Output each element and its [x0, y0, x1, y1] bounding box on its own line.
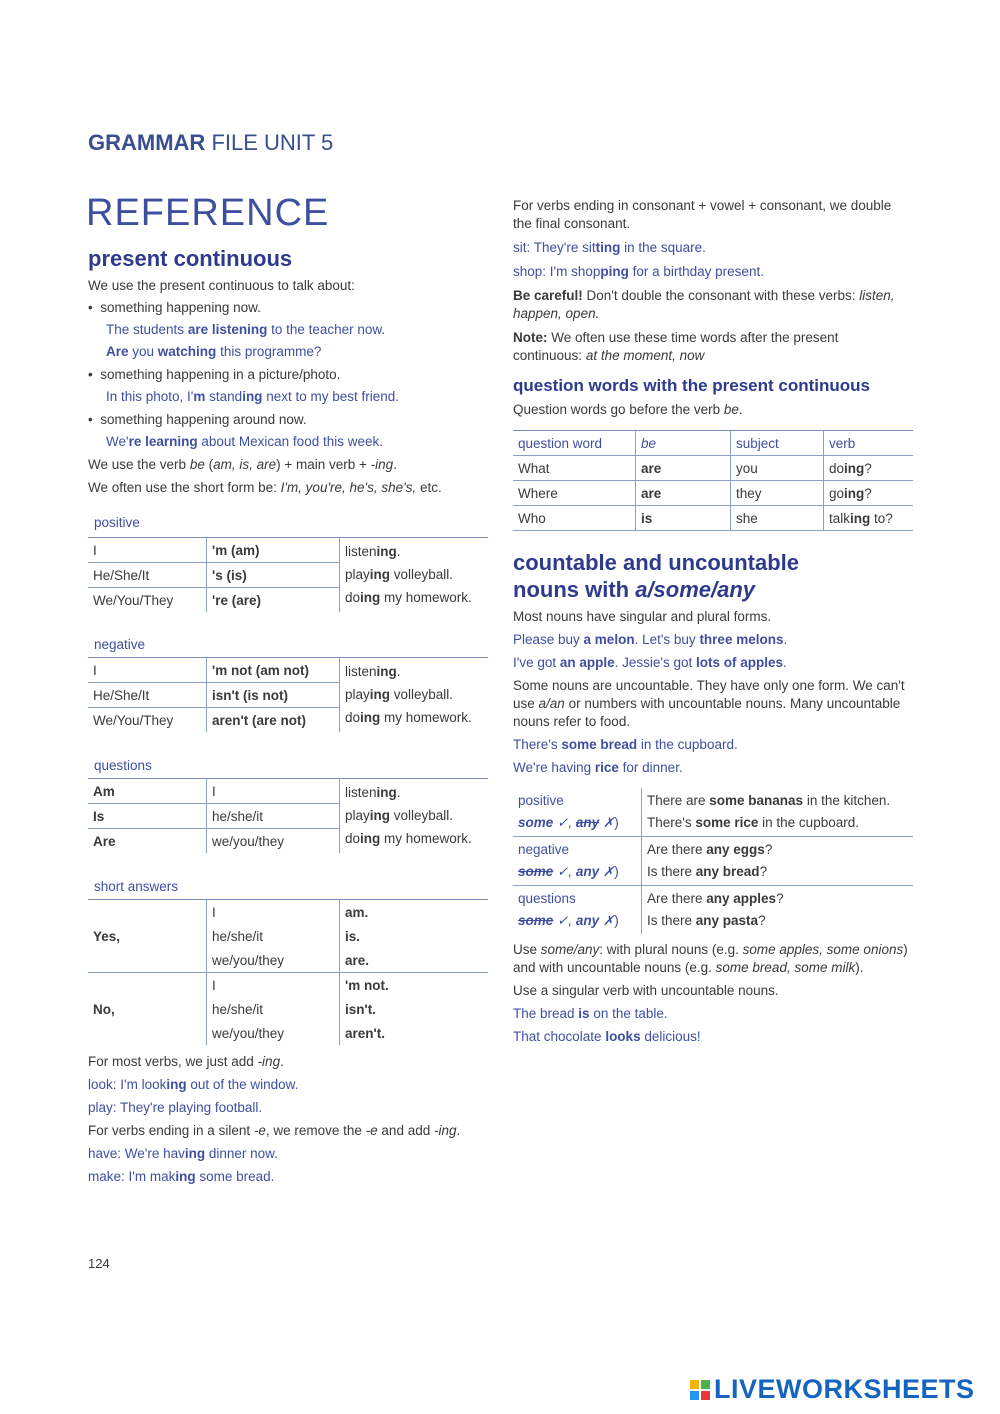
- rule-1: We use the verb be (am, is, are) + main verb + -ing.: [88, 457, 397, 472]
- careful-note: Be careful! Don't double the consonant with these verbs: listen, happen, open.: [513, 288, 895, 321]
- table-cell: 'm (am): [207, 538, 340, 563]
- look-example: look: I'm looking out of the window.: [88, 1077, 299, 1092]
- table-cell: 's (is): [207, 563, 340, 588]
- example-1b: Are you watching this programme?: [106, 344, 322, 359]
- table-cell: we/you/they: [207, 829, 340, 854]
- singular-verb-rule: Use a singular verb with uncountable nouns.: [513, 983, 779, 998]
- some-any-examples: There are some bananas in the kitchen. There's some rice in the cupboard.: [642, 788, 914, 837]
- uncountable-rule: Some nouns are uncountable. They have only one form. We can't use a/an or numbers with uncountable nouns. Many uncountable nouns refer to food.: [513, 678, 905, 729]
- file-unit-text: FILE UNIT 5: [205, 130, 334, 155]
- questions-label: questions: [94, 758, 152, 773]
- bread-example: There's some bread in the cupboard.: [513, 737, 738, 752]
- some-any-table: [513, 788, 913, 934]
- verb-cell: listening. playing volleyball. doing my homework.: [340, 779, 489, 854]
- table-cell: are: [636, 481, 731, 506]
- table-cell: is: [636, 506, 731, 531]
- table-cell: We/You/They: [93, 592, 174, 608]
- table-cell: Who: [518, 510, 546, 526]
- table-cell: aren't.: [340, 1021, 489, 1045]
- table-cell: are.: [340, 948, 489, 973]
- table-cell: we/you/they: [207, 948, 340, 973]
- shop-example: shop: I'm shopping for a birthday present.: [513, 264, 764, 279]
- table-cell: I: [207, 900, 340, 925]
- ing-rules: [88, 1050, 498, 1188]
- some-any-label: questions some ✓, any ✗): [518, 891, 619, 928]
- table-cell: We/You/They: [93, 712, 174, 728]
- melon-example: Please buy a melon. Let's buy three melons.: [513, 632, 788, 647]
- cvc-rule: For verbs ending in consonant + vowel + consonant, we double the final consonant.: [513, 198, 892, 231]
- some-any-label: negative some ✓, any ✗): [518, 842, 619, 879]
- bullet-3: • something happening around now.: [88, 412, 307, 427]
- table-cell: you: [731, 456, 824, 481]
- table-cell: I: [93, 662, 97, 678]
- table-cell: He/She/It: [93, 567, 150, 583]
- table-cell: Where: [518, 485, 558, 501]
- liveworksheets-logo[interactable]: [690, 1374, 975, 1405]
- table-cell: isn't.: [340, 997, 489, 1021]
- silent-e-rule: For verbs ending in a silent -e, we remove the -e and add -ing.: [88, 1123, 461, 1138]
- negative-table: [88, 657, 488, 732]
- brand-text: LIVEWORKSHEETS: [714, 1374, 975, 1404]
- verb-cell: listening. playing volleyball. doing my homework.: [340, 538, 489, 613]
- make-example: make: I'm making some bread.: [88, 1169, 275, 1184]
- table-cell: is.: [340, 924, 489, 948]
- countable-heading: countable and uncountable nouns with a/some/any: [513, 550, 800, 602]
- logo-icon: [690, 1380, 710, 1400]
- table-cell: he/she/it: [207, 924, 340, 948]
- countable-intro: Most nouns have singular and plural forms.: [513, 609, 772, 624]
- question-words-intro: Question words go before the verb be.: [513, 402, 743, 417]
- rice-example: We're having rice for dinner.: [513, 760, 683, 775]
- table-cell: He/She/It: [93, 687, 150, 703]
- table-cell: Are: [93, 833, 116, 849]
- table-header: subject: [731, 431, 824, 456]
- table-cell: What: [518, 460, 550, 476]
- table-cell: am.: [340, 900, 489, 925]
- intro-block: [88, 277, 498, 497]
- example-3: We're learning about Mexican food this week.: [106, 434, 383, 449]
- doubling-block: [513, 197, 903, 365]
- intro-text: We use the present continuous to talk about:: [88, 278, 355, 293]
- question-words-table: [513, 430, 913, 531]
- positive-table: [88, 537, 488, 612]
- example-2: In this photo, I'm standing next to my best friend.: [106, 389, 399, 404]
- short-answers-label: short answers: [94, 879, 179, 894]
- question-words-heading: question words with the present continuous: [513, 376, 871, 395]
- table-header: be: [636, 431, 731, 456]
- use-some-any: Use some/any: with plural nouns (e.g. some apples, some onions) and with uncountable nouns (e.g. some bread, some milk).: [513, 942, 908, 975]
- table-cell: he/she/it: [207, 804, 340, 829]
- negative-label: negative: [94, 637, 146, 652]
- table-cell: I: [207, 779, 340, 804]
- short-answers-table: [88, 899, 488, 1045]
- time-words-note: Note: We often use these time words after the present continuous: at the moment, now: [513, 330, 839, 363]
- grammar-file-header: [88, 130, 333, 156]
- most-verbs-rule: For most verbs, we just add -ing.: [88, 1054, 284, 1069]
- some-any-examples: Are there any eggs? Is there any bread?: [642, 837, 914, 886]
- bullet-1: • something happening now.: [88, 300, 261, 315]
- example-1a: The students are listening to the teacher now.: [106, 322, 386, 337]
- table-cell: aren't (are not): [207, 708, 340, 733]
- grammar-word: GRAMMAR: [88, 130, 206, 155]
- table-cell: 're (are): [207, 588, 340, 613]
- table-cell: doing?: [824, 456, 914, 481]
- some-any-label: positive some ✓, any ✗): [518, 793, 619, 830]
- have-example: have: We're having dinner now.: [88, 1146, 278, 1161]
- questions-table: [88, 778, 488, 853]
- page-title: REFERENCE: [86, 192, 330, 234]
- sit-example: sit: They're sitting in the square.: [513, 240, 706, 255]
- verb-cell: listening. playing volleyball. doing my homework.: [340, 658, 489, 733]
- some-any-examples: Are there any apples? Is there any pasta?: [642, 886, 914, 935]
- some-any-rules: [513, 941, 908, 1046]
- table-cell: I: [93, 542, 97, 558]
- page-number: 124: [88, 1256, 110, 1271]
- table-cell: isn't (is not): [207, 683, 340, 708]
- apple-example: I've got an apple. Jessie's got lots of apples.: [513, 655, 787, 670]
- table-cell: Yes,: [93, 928, 121, 944]
- table-header: verb: [824, 431, 914, 456]
- table-cell: I: [207, 973, 340, 998]
- table-cell: 'm not (am not): [207, 658, 340, 683]
- table-cell: going?: [824, 481, 914, 506]
- table-header: question word: [518, 435, 603, 451]
- table-cell: are: [636, 456, 731, 481]
- countable-block: [513, 608, 913, 777]
- table-cell: we/you/they: [207, 1021, 340, 1045]
- table-cell: he/she/it: [207, 997, 340, 1021]
- table-cell: Is: [93, 808, 105, 824]
- bullet-2: • something happening in a picture/photo.: [88, 367, 341, 382]
- table-cell: they: [731, 481, 824, 506]
- chocolate-example: That chocolate looks delicious!: [513, 1029, 701, 1044]
- present-continuous-heading: present continuous: [88, 246, 293, 271]
- table-cell: 'm not.: [340, 973, 489, 998]
- play-example: play: They're playing football.: [88, 1100, 263, 1115]
- table-cell: talking to?: [824, 506, 914, 531]
- table-cell: Am: [93, 783, 115, 799]
- positive-label: positive: [94, 515, 140, 530]
- table-cell: she: [731, 506, 824, 531]
- rule-2: We often use the short form be: I'm, you're, he's, she's, etc.: [88, 480, 442, 495]
- table-example: The bread is on the table.: [513, 1006, 668, 1021]
- table-cell: No,: [93, 1001, 115, 1017]
